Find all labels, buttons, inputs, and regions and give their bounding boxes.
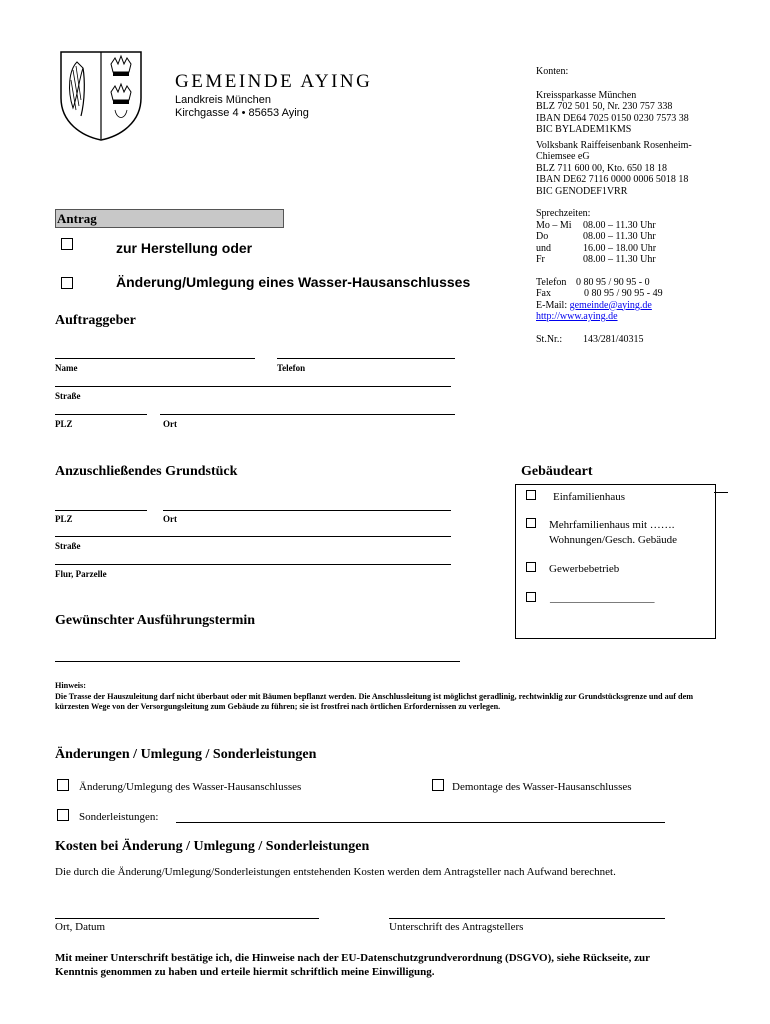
- phone-label: Telefon: [536, 276, 567, 288]
- date-section-title: Gewünschter Ausführungstermin: [55, 613, 256, 628]
- date-line[interactable]: [55, 661, 460, 662]
- antrag-title: Antrag: [57, 211, 97, 226]
- checkbox-mehrfamilienhaus[interactable]: [526, 518, 536, 528]
- building-section-title: Gebäudeart: [521, 464, 593, 479]
- prop-city-label: Ort: [163, 514, 177, 524]
- hours-time: 16.00 – 18.00 Uhr: [583, 242, 657, 254]
- building-type-box: [515, 484, 716, 639]
- prop-street-line[interactable]: [55, 536, 451, 537]
- plz-line[interactable]: [55, 414, 147, 415]
- hours-time: 08.00 – 11.30 Uhr: [583, 231, 656, 242]
- hours-title: Sprechzeiten:: [536, 208, 591, 219]
- bank2-bic: BIC GENODEF1VRR: [536, 185, 628, 197]
- hours-time: 08.00 – 11.30 Uhr: [583, 254, 656, 265]
- option-mehrfamilienhaus-line2: Wohnungen/Gesch. Gebäude: [549, 534, 678, 546]
- website-link[interactable]: http://www.aying.de: [536, 311, 618, 322]
- sidebar-info: [536, 66, 766, 345]
- email-row: [536, 300, 766, 312]
- org-district: Landkreis München: [175, 94, 272, 106]
- checkbox-special-services[interactable]: [57, 809, 69, 821]
- prop-street-label: Straße: [55, 541, 81, 551]
- costs-text: Die durch die Änderung/Umlegung/Sonderleistungen entstehenden Kosten werden dem Antragsteller nach Aufwand berechnet.: [55, 866, 616, 878]
- bank1-iban: IBAN DE64 7025 0150 0230 7573 38: [536, 112, 689, 124]
- special-services-line[interactable]: [176, 822, 665, 823]
- bank1-blz: BLZ 702 501 50, Nr. 230 757 338: [536, 101, 673, 112]
- checkbox-change-dismantle[interactable]: [432, 779, 444, 791]
- prop-parcel-line[interactable]: [55, 564, 451, 565]
- hours-row: [536, 220, 766, 232]
- bank2-name-line1: Volksbank Raiffeisenbank Rosenheim-: [536, 139, 692, 151]
- applicant-signature-line[interactable]: [389, 918, 665, 919]
- tax-row: [536, 334, 766, 346]
- name-line[interactable]: [55, 358, 255, 359]
- fax-row: [536, 288, 766, 300]
- street-line[interactable]: [55, 386, 451, 387]
- hours-time: 08.00 – 11.30 Uhr: [583, 219, 656, 231]
- phone-line[interactable]: [277, 358, 455, 359]
- bank1-bic: BIC BYLADEM1KMS: [536, 124, 632, 135]
- applicant-signature-label: Unterschrift des Antragstellers: [389, 921, 524, 933]
- option-einfamilienhaus: Einfamilienhaus: [553, 491, 626, 503]
- coat-of-arms-logo: [55, 50, 147, 142]
- name-label: Name: [55, 363, 78, 373]
- option-herstellung-label: zur Herstellung oder: [116, 240, 253, 256]
- consent-text: Mit meiner Unterschrift bestätige ich, die Hinweise nach der EU-Datenschutzgrundverordnung (DSGVO), siehe Rückseite, zur Kenntnis genommen zu haben und erteile hiermit schriftlich meine Einwilligung.: [55, 952, 650, 978]
- accounts-title: Konten:: [536, 66, 569, 77]
- costs-section-title: Kosten bei Änderung / Umlegung / Sonderleistungen: [55, 839, 370, 854]
- phone-row: [536, 277, 766, 289]
- hours-row: [536, 231, 766, 243]
- hours-day: Do: [536, 231, 549, 242]
- checkbox-change-relocation[interactable]: [57, 779, 69, 791]
- city-line[interactable]: [160, 414, 455, 415]
- checkbox-gewerbebetrieb[interactable]: [526, 562, 536, 572]
- note-block: [55, 681, 723, 713]
- org-name: GEMEINDE AYING: [175, 71, 373, 92]
- changes-section-title: Änderungen / Umlegung / Sonderleistungen: [55, 747, 317, 762]
- phone-value: 0 80 95 / 90 95 - 0: [576, 276, 650, 288]
- prop-city-line[interactable]: [163, 510, 451, 511]
- option-other-blank[interactable]: ___________________: [550, 592, 655, 604]
- hours-day: Fr: [536, 254, 545, 265]
- hours-row: [536, 243, 766, 255]
- checkbox-other[interactable]: [526, 592, 536, 602]
- plz-label: PLZ: [55, 419, 73, 429]
- building-box-tick: [714, 492, 728, 493]
- special-services-label: Sonderleistungen:: [79, 811, 159, 823]
- street-label: Straße: [55, 391, 81, 401]
- hours-day: Mo – Mi: [536, 219, 572, 231]
- checkbox-aenderung[interactable]: [61, 277, 73, 289]
- email-label: E-Mail:: [536, 299, 568, 311]
- bank2-name-line2: Chiemsee eG: [536, 151, 590, 162]
- prop-plz-line[interactable]: [55, 510, 147, 511]
- change-relocation-label: Änderung/Umlegung des Wasser-Hausanschlusses: [79, 781, 302, 793]
- option-mehrfamilienhaus: Mehrfamilienhaus mit …….: [549, 519, 675, 531]
- hours-row: [536, 254, 766, 266]
- place-date-label: Ort, Datum: [55, 921, 106, 933]
- note-title: Hinweis:: [55, 681, 86, 690]
- option-aenderung-label: Änderung/Umlegung eines Wasser-Hausanschlusses: [116, 274, 471, 290]
- bank2-blz: BLZ 711 600 00, Kto. 650 18 18: [536, 162, 668, 174]
- antrag-title-bar: [55, 209, 284, 228]
- prop-plz-label: PLZ: [55, 514, 73, 524]
- email-link[interactable]: gemeinde@aying.de: [569, 299, 652, 311]
- hours-day: und: [536, 242, 551, 254]
- phone-field-label: Telefon: [277, 363, 306, 373]
- bank2-iban: IBAN DE62 7116 0000 0006 5018 18: [536, 174, 689, 185]
- tax-value: 143/281/40315: [583, 333, 644, 345]
- fax-label: Fax: [536, 288, 551, 299]
- tax-label: St.Nr.:: [536, 333, 563, 345]
- place-date-line[interactable]: [55, 918, 319, 919]
- note-text: Die Trasse der Hauszuleitung darf nicht überbaut oder mit Bäumen bepflanzt werden. Die Anschlussleitung ist möglichst geradlinig, rechtwinklig zur Grundstücksgrenze und auf dem kürzesten Wege von der Versorgungsleitung zum Gebäude zu führen; sie ist frostfrei nach örtlichen Erfordernissen zu verlegen.: [55, 691, 694, 711]
- change-dismantle-label: Demontage des Wasser-Hausanschlusses: [452, 781, 632, 793]
- property-section-title: Anzuschließendes Grundstück: [55, 464, 238, 479]
- client-section-title: Auftraggeber: [55, 313, 136, 328]
- option-gewerbebetrieb: Gewerbebetrieb: [549, 563, 620, 575]
- fax-value: 0 80 95 / 90 95 - 49: [584, 288, 663, 299]
- city-label: Ort: [163, 419, 177, 429]
- checkbox-einfamilienhaus[interactable]: [526, 490, 536, 500]
- org-address: Kirchgasse 4 • 85653 Aying: [175, 107, 309, 119]
- prop-parcel-label: Flur, Parzelle: [55, 569, 107, 579]
- checkbox-herstellung[interactable]: [61, 238, 73, 250]
- bank1-name: Kreissparkasse München: [536, 89, 637, 101]
